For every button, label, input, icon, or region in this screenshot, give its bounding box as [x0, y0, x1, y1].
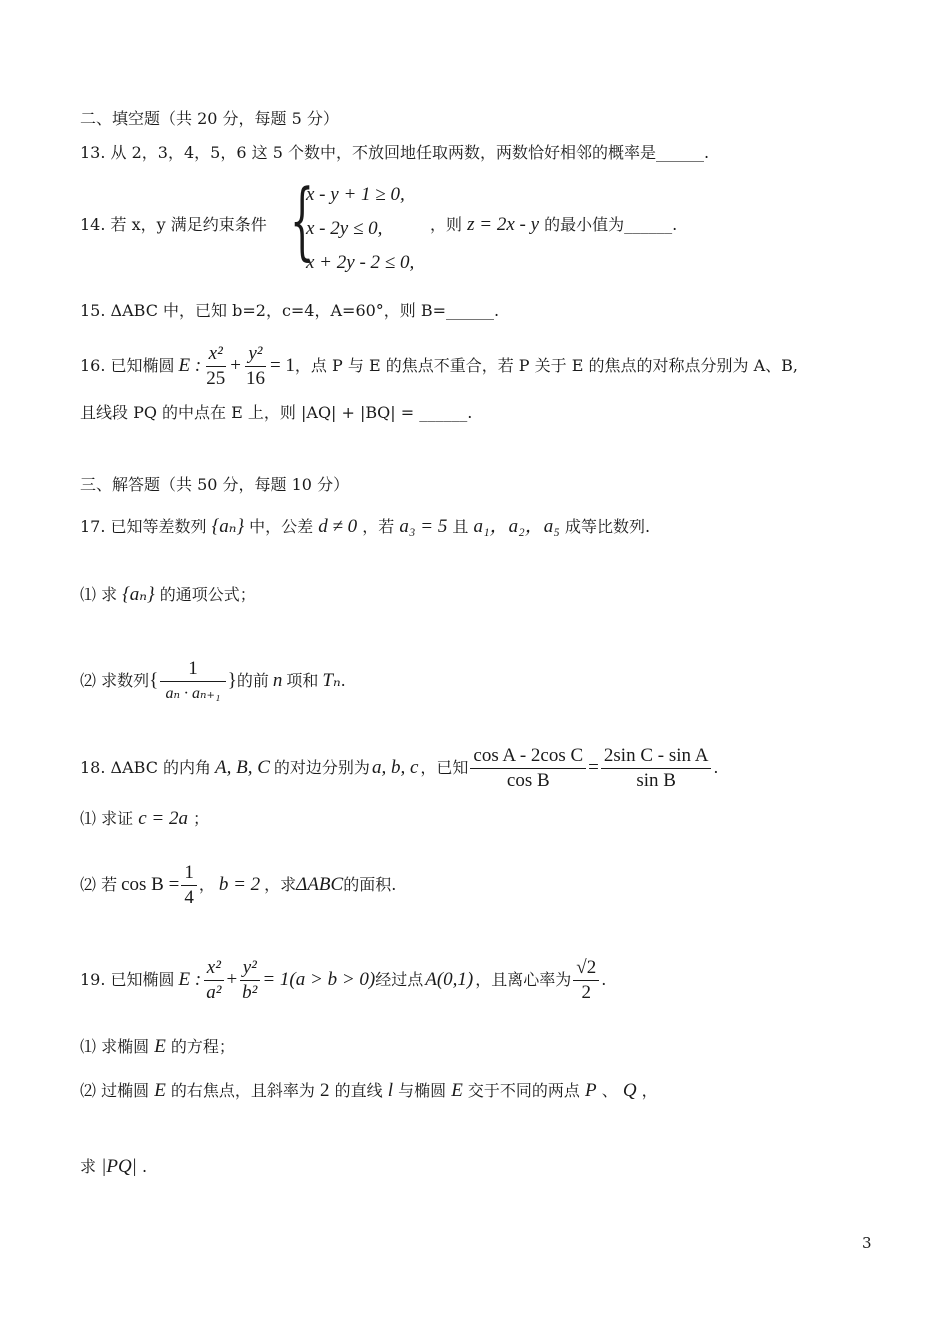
question-19-part1: ⑴ 求椭圆 E 的方程； [80, 1036, 235, 1057]
question-16-line2: 且线段 PQ 的中点在 E 上，则 |AQ| + |BQ| = ______. [80, 403, 473, 422]
fraction-y2-b2: $\frac{\text{y²}}{\text{b²}}$ [239, 956, 260, 1005]
section2-heading: 二、填空题（共 20 分，每题 5 分） [80, 109, 339, 128]
question-17-part1: ⑴ 求 {aₙ} 的通项公式； [80, 584, 256, 605]
fraction-x2-25: $\frac{\text{x²}}{25}$ [206, 342, 226, 389]
constraint-3: x + 2y - 2 ≤ 0, [306, 252, 415, 273]
constraint-1: x - y + 1 ≥ 0, [306, 184, 405, 205]
fraction-one-quarter: $\frac{1}{4}$ [181, 861, 197, 910]
question-19: 19. 已知椭圆 E : $\frac{\text{x²}}{\text{a²}}$ + $\frac{\text{y²}}{\text{b²}}$ = 1(a > b > 0) 经过点 A(0,1) ，且离心率为 $\frac{√2}{2}$ . [80, 956, 607, 1003]
question-17-part2: ⑵ 求数列 { $\frac{1}{\text{aₙ · aₙ₊₁}}$ } 的前 n 项和 Tₙ . [80, 652, 346, 710]
fraction-y2-16: $\frac{\text{y²}}{16}$ [245, 342, 265, 389]
fraction-reciprocal: $\frac{1}{\text{aₙ · aₙ₊₁}}$ [160, 657, 226, 706]
constraint-system [306, 178, 414, 280]
fraction-x2-a2: $\frac{\text{x²}}{\text{a²}}$ [203, 956, 224, 1005]
fraction-eccentricity: $\frac{√2}{2}$ [573, 956, 599, 1005]
section3-heading: 三、解答题（共 50 分，每题 10 分） [80, 475, 350, 494]
constraint-2: x - 2y ≤ 0, [306, 218, 383, 239]
question-14-prefix: 14. 若 x，y 满足约束条件 [80, 215, 267, 234]
question-19-part2: ⑵ 过椭圆 E 的右焦点，且斜率为 2 的直线 l 与椭圆 E 交于不同的两点 P 、 Q ， [80, 1080, 658, 1101]
fraction-cos: $\frac{\text{cos A - 2cos C}}{\text{cos B}}$ [470, 744, 586, 793]
question-13: 13. 从 2，3，4，5，6 这 5 个数中，不放回地任取两数，两数恰好相邻的概率是______. [80, 143, 710, 162]
left-brace-icon: { [290, 171, 315, 269]
question-17: 17. 已知等差数列 {aₙ} 中，公差 d ≠ 0 ，若 a₃ = 5 且 a₁，a₂，a₅ 成等比数列. [80, 516, 651, 537]
question-18-part2: ⑵ 若 cos B = $\frac{1}{4}$ ， b = 2 ，求 ΔABC 的面积. [80, 861, 397, 908]
question-18: 18. ΔABC 的内角 A, B, C 的对边分别为 a, b, c ，已知 $\frac{\text{cos A - 2cos C}}{\text{cos B}}$ = $\frac{\text{2sin C - sin A}}{\text{sin B}}$ . [80, 744, 719, 791]
question-14-rest: ，则 z = 2x - y 的最小值为______. [430, 214, 678, 235]
question-19-final: 求 |PQ| . [80, 1156, 148, 1177]
question-18-part1: ⑴ 求证 c = 2a ； [80, 808, 210, 829]
question-15: 15. ΔABC 中，已知 b=2，c=4，A=60°，则 B=______. [80, 301, 500, 320]
fraction-sin: $\frac{\text{2sin C - sin A}}{\text{sin B}}$ [601, 744, 712, 793]
page-number: 3 [862, 1234, 872, 1252]
objective-expr: z = 2x - y [467, 214, 540, 235]
question-16: 16. 已知椭圆 E : $\frac{\text{x²}}{25}$ + $\frac{\text{y²}}{16}$ = 1 ，点 P 与 E 的焦点不重合，若 P 关于 E 的焦点的对称点分别为 A、B, [80, 342, 798, 389]
